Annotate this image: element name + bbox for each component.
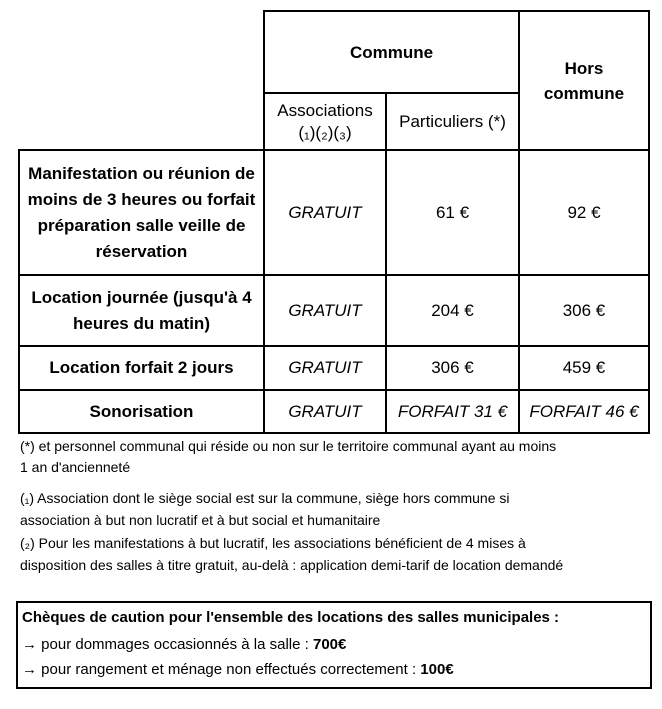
cell-hors-commune: 306 € bbox=[562, 300, 606, 320]
note-2-line-1: (₂) Pour les manifestations à but lucratif, les associations bénéficient de 4 mises à bbox=[20, 535, 526, 551]
note-1-line-2: association à but non lucratif et à but social et humanitaire bbox=[20, 512, 381, 528]
note-star-line-2: 1 an d'ancienneté bbox=[20, 459, 131, 475]
caution-damage-text: → pour dommages occasionnés à la salle : bbox=[22, 636, 313, 653]
caution-line-damage bbox=[22, 634, 346, 656]
caution-cleaning-amount: 100€ bbox=[420, 661, 454, 678]
row-label: Manifestation ou réunion de moins de 3 heures ou forfait préparation salle veille de réservation bbox=[27, 163, 256, 261]
cell-associations: GRATUIT bbox=[288, 202, 362, 222]
caution-title: Chèques de caution pour l'ensemble des locations des salles municipales : bbox=[22, 609, 560, 626]
note-2-line-2: disposition des salles à titre gratuit, au-delà : application demi-tarif de location demandé bbox=[20, 557, 564, 573]
header-associations: Associations (₁)(₂)(₃) bbox=[277, 100, 373, 142]
note-star-line-1: (*) et personnel communal qui réside ou non sur le territoire communal ayant au moins bbox=[20, 438, 557, 454]
note-1-line-1: (₁) Association dont le siège social est sur la commune, siège hors commune si bbox=[20, 490, 510, 506]
header-hors-commune: Hors commune bbox=[543, 58, 625, 103]
row-label: Sonorisation bbox=[89, 401, 194, 421]
cell-particuliers: FORFAIT 31 € bbox=[397, 401, 508, 421]
cell-hors-commune: 459 € bbox=[562, 358, 606, 377]
row-label: Location forfait 2 jours bbox=[49, 358, 234, 377]
cell-particuliers: 61 € bbox=[435, 202, 470, 222]
cell-hors-commune: 92 € bbox=[567, 202, 601, 222]
header-particuliers: Particuliers (*) bbox=[399, 111, 506, 131]
caution-cleaning-text: → pour rangement et ménage non effectués correctement : bbox=[22, 661, 421, 678]
caution-damage-amount: 700€ bbox=[312, 636, 347, 653]
caution-box bbox=[16, 601, 652, 689]
row-label: Location journée (jusqu'à 4 heures du matin) bbox=[31, 287, 252, 333]
cell-associations: GRATUIT bbox=[288, 300, 362, 320]
caution-line-cleaning bbox=[22, 659, 454, 681]
cell-associations: GRATUIT bbox=[288, 358, 362, 377]
header-commune: Commune bbox=[349, 42, 434, 62]
cell-associations: GRATUIT bbox=[288, 401, 362, 421]
cell-hors-commune: FORFAIT 46 € bbox=[529, 401, 639, 421]
cell-particuliers: 204 € bbox=[431, 300, 474, 320]
cell-particuliers: 306 € bbox=[431, 358, 474, 377]
